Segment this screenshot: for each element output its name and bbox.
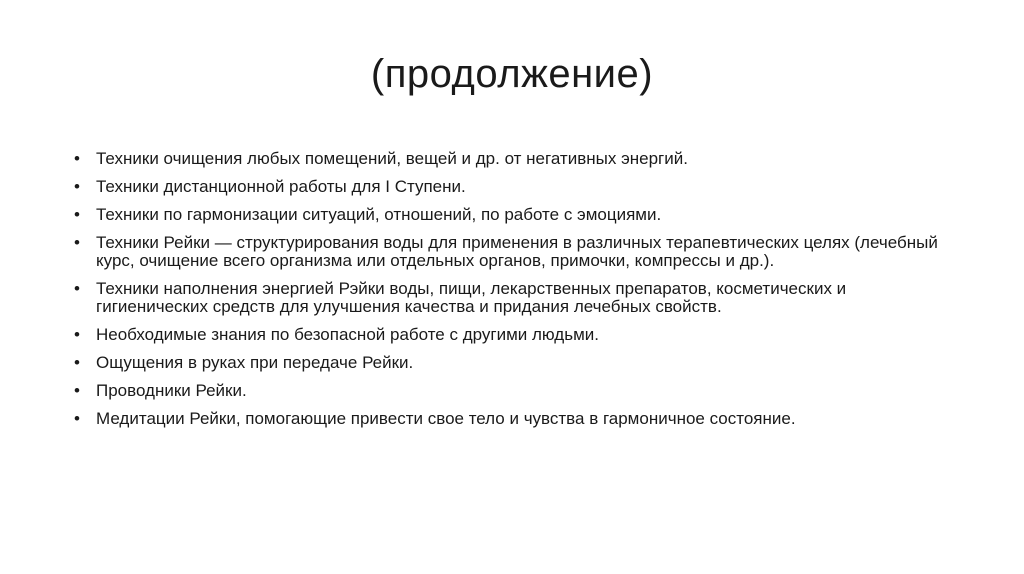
list-item [74, 382, 954, 400]
bullet-icon: • [74, 233, 80, 252]
slide-title: (продолжение) [370, 52, 654, 96]
list-item [74, 206, 954, 224]
list-item-text: Техники по гармонизации ситуаций, отношений, по работе с эмоциями. [96, 205, 662, 224]
bullet-icon: • [74, 205, 80, 224]
list-item-text: Техники очищения любых помещений, вещей и др. от негативных энергий. [96, 149, 688, 168]
bullet-icon: • [74, 353, 80, 372]
list-item [74, 410, 954, 428]
list-item-text: Техники Рейки — структурирования воды для применения в различных терапевтических целях (лечебный курс, очищение всего организма или отдельных органов, примочки, компрессы и др.). [96, 233, 938, 270]
bullet-list [74, 150, 954, 438]
list-item [74, 326, 954, 344]
bullet-icon: • [74, 409, 80, 428]
list-item-text: Ощущения в руках при передаче Рейки. [96, 353, 414, 372]
bullet-icon: • [74, 381, 80, 400]
list-item [74, 150, 954, 168]
list-item-text: Проводники Рейки. [96, 381, 247, 400]
list-item-text: Техники дистанционной работы для I Ступени. [96, 177, 466, 196]
bullet-icon: • [74, 149, 80, 168]
bullet-icon: • [74, 279, 80, 298]
list-item [74, 234, 954, 270]
bullet-icon: • [74, 177, 80, 196]
bullet-icon: • [74, 325, 80, 344]
list-item-text: Техники наполнения энергией Рэйки воды, пищи, лекарственных препаратов, косметических и гигиенических средств для улучшения качества и придания лечебных свойств. [96, 279, 847, 316]
list-item-text: Необходимые знания по безопасной работе с другими людьми. [96, 325, 599, 344]
list-item [74, 354, 954, 372]
list-item [74, 280, 954, 316]
list-item [74, 178, 954, 196]
list-item-text: Медитации Рейки, помогающие привести свое тело и чувства в гармоничное состояние. [96, 409, 796, 428]
